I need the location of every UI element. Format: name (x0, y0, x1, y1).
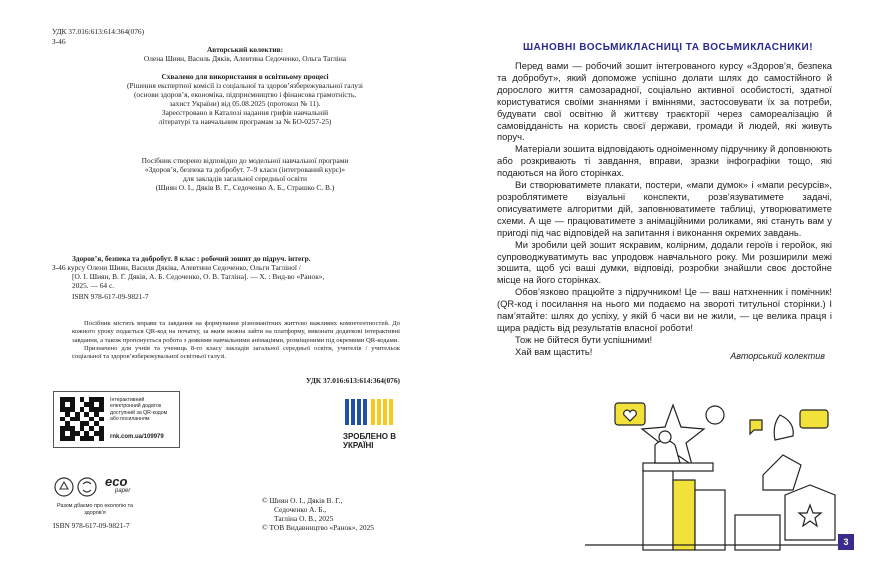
biblio-line: 2025. — 64 с. (72, 281, 115, 290)
program-line: Посібник створено відповідно до модельної навчальної програми (141, 156, 349, 165)
made-in-ukraine-logo (343, 397, 403, 457)
page-heading: ШАНОВНІ ВОСЬМИКЛАСНИЦІ ТА ВОСЬМИКЛАСНИКИ! (523, 42, 814, 53)
approved-line: (Рішення експертної комісії із соціальної та здоров’язбережувальної галузі (127, 81, 363, 90)
approved-line: захист України) від 05.08.2025 (протокол № 11). (169, 99, 321, 108)
authors-title: Авторський колектив: (206, 45, 284, 54)
description (72, 320, 400, 361)
copyright-line: © Шиян О. І., Дяків В. Г., (262, 496, 343, 505)
authors: Олена Шиян, Василь Дяків, Алевтина Седоченко, Ольга Таглiна (143, 54, 347, 63)
copyright-line: © ТОВ Видавництво «Ранок», 2025 (262, 523, 374, 532)
isbn-bottom: ISBN 978-617-09-9821-7 (53, 521, 130, 530)
qr-box (53, 391, 180, 448)
program-line: «Здоров’я, безпека та добробут. 7–9 класи (інтегрований курс)» (144, 165, 346, 174)
qr-code[interactable] (60, 397, 104, 441)
made-in-text: ЗРОБЛЕНО В УКРАЇНІ (343, 432, 396, 450)
qr-text: Інтерактивний електронний додаток доступний за QR-кодом або посиланням (110, 397, 168, 423)
eco-logo-text: eco (105, 474, 128, 489)
approved-line: Зареєстровано в Каталозі надання грифів навчальній (161, 108, 329, 117)
page-number-badge: 3 (838, 534, 854, 550)
approved-block (60, 81, 430, 126)
code-top: З-46 (52, 37, 66, 46)
description-text: Посібник містить вправи та завдання на формування різноманітних життєво важливих компетентностей. До кожного уроку подається QR-код на початку, за яким можна зайти на платформу, виконати додаткові інтерактивні завдання, а також пропонується робота з деякими навчальними анімаціями, розміщеними під окремими QR-кодами. (72, 320, 400, 344)
students-illustration (585, 375, 845, 560)
paragraph: Тож не бійтеся бути успішними! (515, 333, 653, 345)
biblio-line: Здоров’я, безпека та добробут. 8 клас : робочий зошит до підруч. інтегр. (72, 254, 311, 263)
program-block (60, 156, 430, 192)
body-text (497, 60, 832, 358)
udk-top: УДК 37.016:613:614:364(076) (52, 27, 145, 36)
biblio-block (52, 254, 412, 301)
qr-link[interactable]: rnk.com.ua/109979 (110, 434, 164, 440)
approved-line: (основи здоров’я, економіка, підприємництво і фінансова грамотність, (133, 90, 357, 99)
copyright-block (262, 496, 374, 532)
paragraph: Матеріали зошита відповідають одноіменному підручнику й доповнюють або розкривають ті завдання, вправи, зразки інфографіки тощо, які подаються на його сторінках. (497, 143, 832, 179)
biblio-line: [О. І. Шиян, В. Г. Дяків, А. Б. Седоченко, О. В. Таглiна]. — Х. : Вид-во «Ранок», (72, 272, 325, 281)
description-text-2: Призначено для учнів та учениць 8-го класу закладів загальної середньої освіти, учителів / учительок соціальної та здоров’язбережувальної освітньої галузі. (72, 344, 400, 361)
eco-caption: Разом дбаємо про екологію та здоров’я (56, 503, 134, 516)
flag-bars-icon (343, 397, 403, 427)
paragraph: Перед вами — робочий зошит інтегрованого курсу «Здоров’я, безпека та добробут», який допоможе успішно долати шлях до самостійного й дорослого життя самозарадної, соціально активної особистості, здатної користуватися своїми знаннями і вміннями, застосовувати їх за потреби, будувати свої освітню й життєву траєкторії через самореалізацію й самовідданість на користь своєї держави, громади й людей, які живуть поруч. (497, 60, 832, 143)
biblio-line: З-46 курсу Олени Шиян, Василя Дякiва, Алевтини Седоченко, Ольги Таглiної / (52, 263, 301, 272)
copyright-line: Таглiна О. В., 2025 (274, 514, 334, 523)
approved-line: літературі та навчальним програмам за № БО-0257-25) (158, 117, 332, 126)
udk-bottom: УДК 37.016:613:614:364(076) (306, 376, 400, 385)
approved-title: Схвалено для використання в освітньому процесі (161, 72, 329, 81)
program-line: (Шиян О. І., Дяків В. Г., Седоченко А. Б., Страшко С. В.) (155, 183, 335, 192)
paragraph: Ми зробили цей зошит яскравим, колірним, додали героїв і геройок, які супроводжуватимуть вас упродовж навчального року. Ми розширили межі зошита, щоб усі ваші думки, відповіді, розробки знайшли своє достойне місце на його сторінках. (497, 238, 832, 286)
right-page (435, 0, 870, 566)
paragraph: Обов’язково працюйте з підручником! Це — ваш натхненник і помічник! (QR-код і посилання на нього ми подаємо на звороті титульної сторінки.) І пам’ятайте: шлях до успіху, у якій б часи ви не жили, — це велика праця і щира радість від результатів власної роботи! (497, 286, 832, 333)
eco-logos (53, 476, 143, 500)
copyright-line: Седоченко А. Б., (274, 505, 327, 514)
paragraph: Хай вам щастить! (515, 345, 593, 357)
signature: Авторський колектив (730, 351, 825, 361)
paragraph: Ви створюватимете плакати, постери, «мапи думок» і «мапи ресурсів», розроблятимете візуальні конспекти, розв’язуватимете задачі, описуватимете алгоритми дій, заповнюватимете таблиці, утворюватимете схеми. А ще — працюватимете з анімаційними роликами, які стануть вам у пригоді під час відповідей на запитання і виконання окремих завдань. (497, 179, 832, 238)
program-line: для закладів загальної середньої освіти (183, 174, 307, 183)
eco-logo-sub: paper (115, 488, 131, 494)
isbn-line: ISBN 978-617-09-9821-7 (72, 292, 149, 301)
